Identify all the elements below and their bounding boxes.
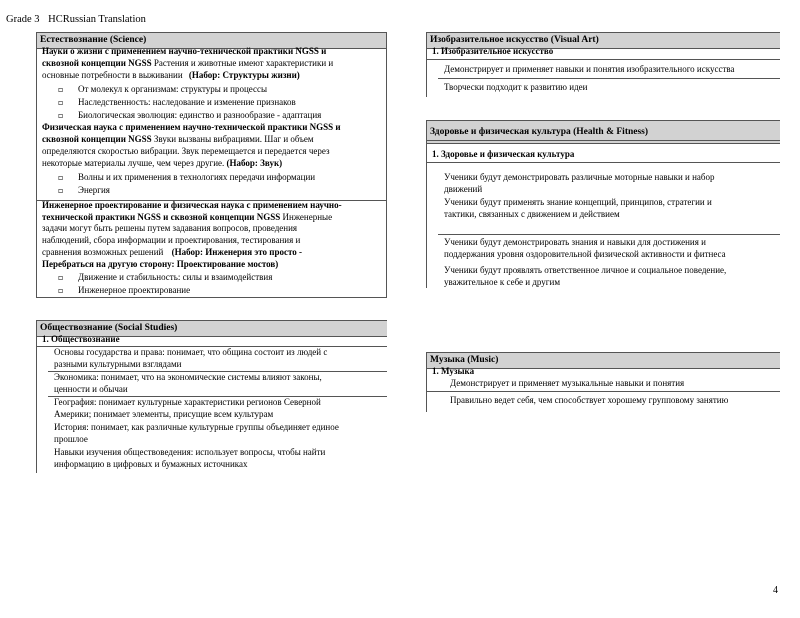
eng-text-2: задачи могут быть решены путем задавания вопросов, проведения	[42, 223, 298, 233]
divider	[36, 297, 387, 298]
square-bullet-icon: ▫	[58, 186, 64, 195]
music-title: Музыка (Music)	[427, 353, 780, 369]
eng-text-4: сравнения возможных решений	[42, 247, 164, 257]
visual-art-title: Изобразительное искусство (Visual Art)	[427, 33, 780, 49]
square-bullet-icon: ▫	[58, 286, 64, 295]
square-bullet-icon: ▫	[58, 85, 64, 94]
eng-text-3: наблюдений, сбора информации и проектирования, тестирования и	[42, 235, 301, 245]
phys-heading-1: Физическая наука с применением научно-технической практики NGSS и	[42, 122, 341, 132]
list-item: Экономика: понимает, что на экономические системы влияют законы, ценности и обычаи	[54, 372, 322, 394]
life-kit: (Набор: Структуры жизни)	[188, 70, 300, 80]
page-header	[6, 14, 146, 25]
list-item: ▫ Инженерное проектирование	[58, 285, 191, 295]
social-subhead: 1. Обществознание	[42, 334, 120, 344]
list-item: Ученики будут проявлять ответственное личное и социальное поведение, уважительное к себе и другим	[444, 265, 727, 287]
list-item: История: понимает, как различные культурные группы объединяет единое прошлое	[54, 422, 339, 444]
health-title: Здоровье и физическая культура (Health & Fitness)	[427, 121, 780, 144]
phys-text-3: некоторые материалы лучше, чем через другие.	[42, 158, 225, 168]
phys-text-2: определяются скоростью вибрации. Звук перемещается и передается через	[42, 146, 330, 156]
list-item: Ученики будут демонстрировать знания и навыки для достижения и поддержания уровня оздоровительной физической активности и фитнеса	[444, 237, 726, 259]
eng-kit-2: Перебраться на другую сторону: Проектирование мостов)	[42, 259, 279, 269]
eng-heading-2: технической практики NGSS и сквозной концепции NGSS	[42, 212, 281, 222]
divider	[438, 234, 780, 235]
life-text-1: Растения и животные имеют характеристики и	[153, 58, 334, 68]
divider	[426, 59, 780, 60]
list-item: Ученики будут применять знание концепций, принципов, стратегии и тактики, связанных с движением и действием	[444, 197, 712, 219]
square-bullet-icon: ▫	[58, 98, 64, 107]
list-item: ▫ Биологическая эволюция: единство и разнообразие - адаптация	[58, 110, 322, 120]
phys-text-1: Звуки вызваны вибрациями. Шаг и объем	[153, 134, 314, 144]
music-subhead: 1. Музыка	[432, 366, 475, 376]
divider	[438, 78, 780, 79]
grade-label: Grade 3	[6, 14, 40, 25]
list-item: Навыки изучения обществоведения: использует вопросы, чтобы найти информацию в цифровых и бумажных источниках	[54, 447, 326, 469]
list-item: Правильно ведет себя, чем способствует хорошему групповому занятию	[450, 395, 729, 405]
list-item: Творчески подходит к развитию идеи	[444, 82, 588, 92]
life-text-2: основные потребности в выживании	[42, 70, 183, 80]
life-heading-1: Науки о жизни с применением научно-технической практики NGSS и	[42, 46, 327, 56]
eng-kit-1: (Набор: Инженерия это просто -	[171, 247, 302, 257]
list-item: Ученики будут демонстрировать различные моторные навыки и набор движений	[444, 172, 715, 194]
life-heading-2: сквозной концепции NGSS	[42, 58, 152, 68]
phys-kit: (Набор: Звук)	[226, 158, 283, 168]
visual-art-subhead: 1. Изобразительное искусство	[432, 46, 554, 56]
list-item: ▫ Наследственность: наследование и изменение признаков	[58, 97, 296, 107]
science-title: Естествознание (Science)	[37, 33, 386, 49]
divider	[426, 391, 780, 392]
divider	[426, 140, 780, 141]
square-bullet-icon: ▫	[58, 173, 64, 182]
list-item: ▫ Движение и стабильность: силы и взаимодействия	[58, 272, 273, 282]
list-item: ▫ От молекул к организмам: структуры и процессы	[58, 84, 268, 94]
eng-text-1: Инженерные	[282, 212, 333, 222]
header-title: HCRussian Translation	[48, 14, 146, 25]
health-subhead: 1. Здоровье и физическая культура	[432, 149, 575, 159]
phys-heading-2: сквозной концепции NGSS	[42, 134, 152, 144]
list-item: ▫ Энергия	[58, 185, 110, 195]
social-title: Обществознание (Social Studies)	[37, 321, 387, 337]
list-item: География: понимает культурные характеристики регионов Северной Америки; понимает элементы, присущие всем культурам	[54, 397, 321, 419]
square-bullet-icon: ▫	[58, 273, 64, 282]
divider	[426, 162, 780, 163]
square-bullet-icon: ▫	[58, 111, 64, 120]
list-item: ▫ Волны и их применения в технологиях передачи информации	[58, 172, 316, 182]
list-item: Демонстрирует и применяет навыки и понятия изобразительного искусства	[444, 64, 735, 74]
list-item: Демонстрирует и применяет музыкальные навыки и понятия	[450, 378, 685, 388]
page-number: 4	[773, 585, 778, 596]
eng-heading-1: Инженерное проектирование и физическая наука с применением научно-	[42, 200, 342, 210]
list-item: Основы государства и права: понимает, что община состоит из людей с разными культурными взглядами	[54, 347, 328, 369]
